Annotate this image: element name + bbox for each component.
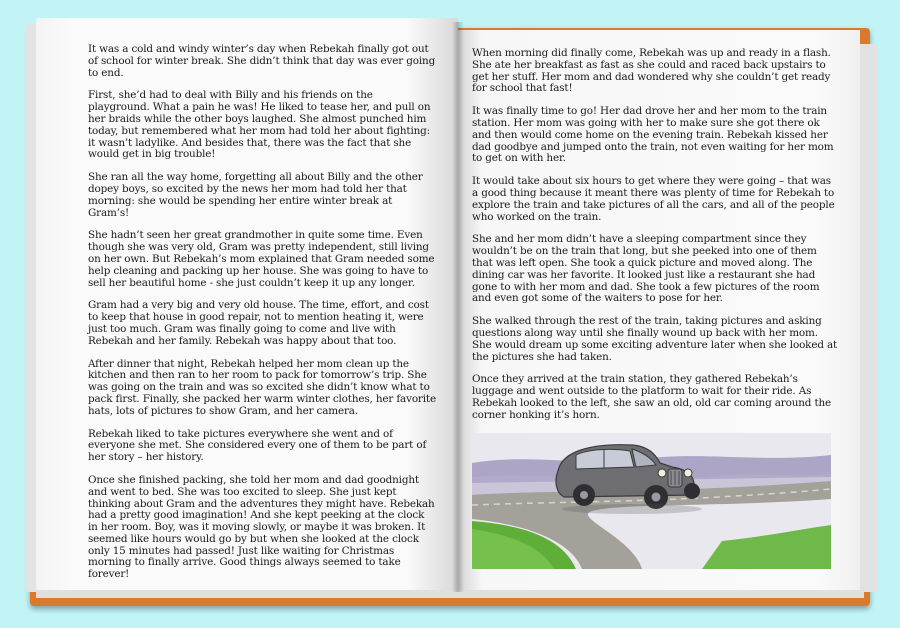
right-paragraph-6: Once they arrived at the train station, they gathered Rebekah’s luggage and went outside to the platform to wait for their ride. As Rebekah looked to the left, she saw an old, old car coming around the corner honking it’s horn. <box>472 373 832 421</box>
left-paragraph-1: It was a cold and windy winter’s day when Rebekah finally got out of school for winter break. She didn’t think that day was ever going to end. <box>88 43 436 79</box>
left-page <box>36 18 458 590</box>
left-paragraph-4: She hadn’t seen her great grandmother in quite some time. Even though she was very old, Gram was pretty independent, still living on her own. But Rebekah’s mom explained that Gram needed some help cleaning and packing up her house. She was going to have to sell her beautiful home - she just couldn’t keep it up any longer. <box>88 229 435 289</box>
right-paragraph-3: It would take about six hours to get where they were going – that was a good thing because it meant there was plenty of time for Rebekah to explore the train and take pictures of all the cars, and all of the people who worked on the train. <box>472 175 835 223</box>
right-paragraph-2: It was finally time to go! Her dad drove her and her mom to the train station. Her mom was going with her to make sure she got there ok and then would come home on the evening train. Rebekah kissed her dad goodbye and jumped onto the train, not even waiting for her mom to get on with her. <box>472 105 834 165</box>
vintage-car-illustration <box>472 433 831 569</box>
left-paragraph-7: Rebekah liked to take pictures everywhere she went and of everyone she met. She considered every one of them to be part of her story – her history. <box>88 427 427 464</box>
left-paragraph-8: Once she finished packing, she told her mom and dad goodnight and went to bed. She was too excited to sleep. She just kept thinking about Gram and the adventures they might have. Rebekah had a pretty good imagination! And she kept peeking at the clock in her room. Boy, was it moving slowly, or maybe it was broken. It seemed like hours would go by but when she looked at the clock only 15 minutes had passed! Just like waiting for Christmas morning to finally arrive. Good things always seemed to take forever! <box>88 473 435 581</box>
right-paragraph-1: When morning did finally come, Rebekah was up and ready in a flash. She ate her breakfast as fast as she could and raced back upstairs to get her stuff. Her mom and dad wondered why she couldn’t get ready for school that fast! <box>472 47 831 95</box>
left-paragraph-5: Gram had a very big and very old house. The time, effort, and cost to keep that house in good repair, not to mention heating it, were just too much. Gram was finally going to come and live with Rebekah and her family. Rebekah was happy about that too. <box>88 299 429 347</box>
left-paragraph-6: After dinner that night, Rebekah helped her mom clean up the kitchen and then ran to her room to pack for tomorrow’s trip. She was going on the train and was so excited she didn’t know what to pack first. Finally, she packed her warm winter clothes, her favorite hats, lots of pictures to show Gram, and her camera. <box>88 357 436 417</box>
book-spine-shadow <box>452 22 464 592</box>
left-paragraph-3: She ran all the way home, forgetting all about Billy and the other dopey boys, so excited by the news her mom had told her that morning: she would be spending her entire winter break at Gram’s! <box>88 171 423 219</box>
left-paragraph-2: First, she’d had to deal with Billy and his friends on the playground. What a pain he was! He liked to tease her, and pull on her braids while the other boys laughed. She almost punched him today, but remembered what her mom had told her about fighting: it wasn’t ladylike. And besides that, there was the fact that she would get in big trouble! <box>88 89 431 161</box>
right-paragraph-5: She walked through the rest of the train, taking pictures and asking questions along way until she finally wound up back with her mom. She would dream up some exciting adventure later when she looked at the pictures she had taken. <box>472 315 838 363</box>
right-paragraph-4: She and her mom didn’t have a sleeping compartment since they wouldn’t be on the train that long, but she peeked into one of them that was left open. She took a quick picture and moved along. The dining car was her favorite. It looked just like a restaurant she had gone to with her mom and dad. She took a few pictures of the room and even got some of the waiters to pose for her. <box>472 233 820 305</box>
car-drawing-icon <box>472 433 831 569</box>
